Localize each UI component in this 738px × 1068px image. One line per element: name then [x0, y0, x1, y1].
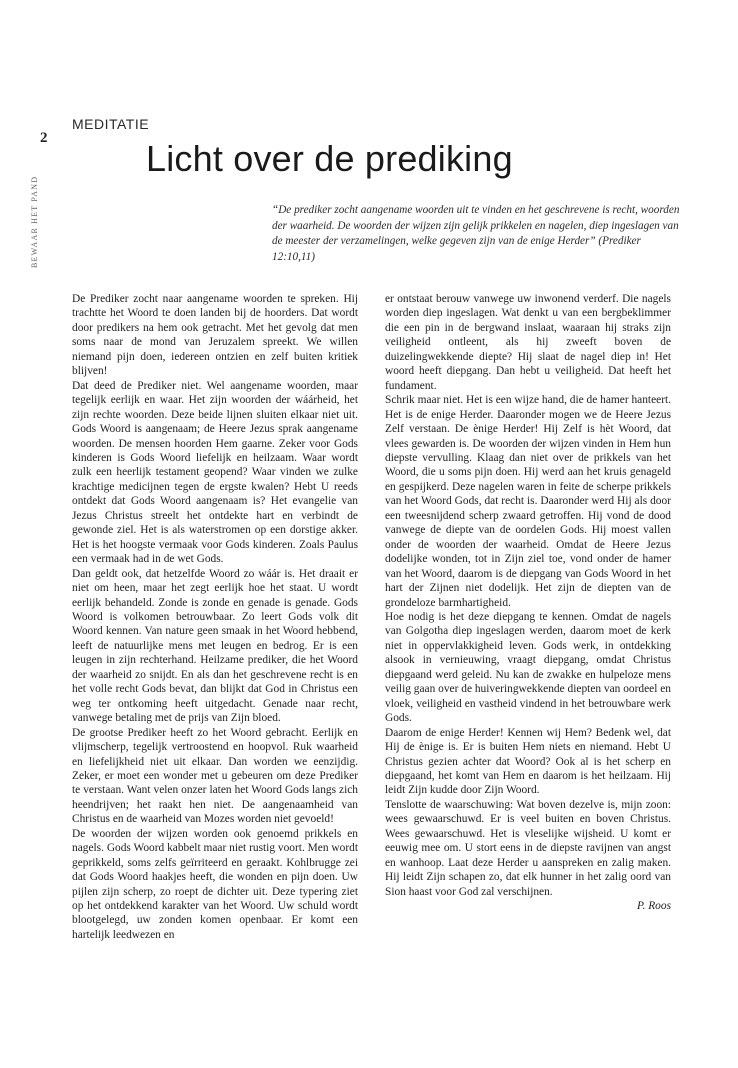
scripture-quote: “De prediker zocht aangename woorden uit te vinden en het geschrevene is recht, woorden der waarheid. De woorden der wijzen zijn gelijk prikkelen en nagelen, diep ingeslagen van de meester der verzamelingen, welke gegeven zijn van de enige Herder” (Prediker 12:10,11) [272, 204, 680, 263]
left-column [72, 292, 358, 942]
paragraph: Schrik maar niet. Het is een wijze hand, die de hamer hanteert. Het is de enige Herder. Daaronder mogen we de Heere Jezus Zelf verstaan. De ènige Herder! Hij Zelf is hèt Woord, dat vlees gewarden is. De woorden der wijzen vinden in Hem hun diepste vervulling. Klaag dan niet over de prikkels van het Woord, die u soms pijn doen. Hij werd aan het kruis genageld en gespijkerd. Deze nagelen waren in feite de scherpe prikkels van het Woord Gods, dat recht is. Daaronder werd Hij als door een tweesnijdend scherp zwaard getroffen. Hij vond de dood vanwege de diepte van de oordelen Gods. Hij moest vallen onder de woorden der waarheid. Omdat de Heere Jezus dodelijke wonden, tot in Zijn ziel toe, vond onder de hamer van het Woord, daarom is de diepgang van Gods Woord in het hart der Zijnen niet dodelijk. Het zijn de diepten van de grondeloze barmhartigheid. [385, 394, 671, 609]
article-title: Licht over de prediking [146, 138, 513, 179]
paragraph: Hoe nodig is het deze diepgang te kennen. Omdat de nagels van Golgotha diep ingeslagen werden, daarom moet de kerk niet in oppervlakkigheid leven. Gods werk, in ontdekking alsook in vernieuwing, vraagt diepgang, omdat Christus diepgaand werd geleid. Nu kan de zwakke en hulpeloze mens veilig gaan over de huiveringwekkende diepten van oordeel en vloek, veiligheid en vastheid vindend in het betrouwbare werk Gods. [385, 610, 671, 725]
paragraph: De grootse Prediker heeft zo het Woord gebracht. Eerlijk en vlijmscherp, tegelijk vertroostend en hoopvol. Ruk waarheid en liefelijkheid niet uit elkaar. Dan worden we eenzijdig. Zeker, er moet een wonder met u gebeuren om deze Prediker te verstaan. Want velen onzer laten het Woord Gods langs zich heendrijven; het raakt hen niet. De aangenaamheid van Christus en de waarheid van Mozes worden niet gevoeld! [72, 726, 358, 826]
paragraph: Tenslotte de waarschuwing: Wat boven dezelve is, mijn zoon: wees gewaarschuwd. Er is veel buiten en boven Christus. Wees gewaarschuwd. Het is vleselijke wijsheid. U komt er eeuwig mee om. U stort eens in de diepste ravijnen van angst en wanhoop. Laat deze Herder u aanspreken en zalig maken. Hij leidt Zijn schapen zo, dat elk hunner in het zalig oord van Sion haast voor God zal verschijnen. [385, 798, 671, 898]
right-column [385, 292, 671, 913]
paragraph: Daarom de enige Herder! Kennen wij Hem? Bedenk wel, dat Hij de ènige is. Er is buiten Hem niets en niemand. Hebt U Christus gezien achter dat Woord? Ook al is het scherp en diepgaand, het komt van Hem en daarom is het heilzaam. Hij leidt Zijn kudde door Zijn Woord. [385, 726, 671, 797]
paragraph: Dan geldt ook, dat hetzelfde Woord zo wáár is. Het draait er niet om heen, maar het zegt eerlijk hoe het staat. U wordt eerlijk behandeld. Zonde is zonde en genade is genade. Gods Woord is volkomen betrouwbaar. Zo leert Gods volk dit Woord kennen. Van nature geen smaak in het Woord hebbend, leeft de natuurlijke mens met leugen en bedrog. Er is een leugen in zijn rechterhand. Heilzame prediker, die het Woord der waarheid zo snijdt. En als dan het geschrevene recht is en het volle recht Gods bevat, dan blijkt dat God in Christus een weg ter ontkoming heeft uitgedacht. Genade naar recht, vanwege betaling met de prijs van Zijn bloed. [72, 567, 358, 725]
running-title: BEWAAR HET PAND [30, 175, 39, 268]
paragraph: Dat deed de Prediker niet. Wel aangename woorden, maar tegelijk eerlijk en waar. Het zijn woorden der wáárheid, het zijn rechte woorden. Deze beide lijnen sluiten elkaar niet uit. Gods Woord is aangenaam; de Heere Jezus sprak aangename woorden. De mensen hoorden Hem gaarne. Zeker voor Gods kinderen is Gods Woord liefelijk en heilzaam. Waar wordt zulk een heerlijk testament geopend? Waar vinden we zulke krachtige medicijnen tegen de ergste kwalen? Hebt U reeds ontdekt dat Gods Woord aangenaam is? Het evangelie van Jezus Christus streelt het ontdekte hart en verbindt de gewonde ziel. Het is als waterstromen op een dorstige akker. Het is het hoogste vermaak voor Gods kinderen. Zoals Paulus een vermaak had in de wet Gods. [72, 379, 358, 566]
author-signature: P. Roos [637, 900, 671, 913]
paragraph: De Prediker zocht naar aangename woorden te spreken. Hij trachtte het Woord te doen landen bij de hoorders. Dat wordt door predikers na hem ook getracht. Met het gevolg dat men soms naar de mond van Jeruzalem spreekt. We willen niemand pijn doen, iedereen ontzien en zelf buiten kritiek blijven! [72, 293, 358, 378]
page-number: 2 [40, 130, 48, 146]
paragraph: er ontstaat berouw vanwege uw inwonend verderf. Die nagels worden diep ingeslagen. Wat denkt u van een bergbeklimmer die een pin in de bergwand inslaat, waaraan hij straks zijn veiligheid ontleent, als hij zweeft boven de duizelingwekkende diepte? Hij slaat de nagel diep in! Het woord heeft diepgang. Dan hebt u veiligheid. Dat heeft het fundament. [385, 293, 671, 392]
paragraph: De woorden der wijzen worden ook genoemd prikkels en nagels. Gods Woord kabbelt maar niet rustig voort. Men wordt geprikkeld, soms zelfs geïrriteerd en geraakt. Kohlbrugge zei dat Gods Woord haakjes heeft, die wonden en pijn doen. Uw pijlen zijn scherp, zo roept de dichter uit. Deze typering ziet op het ontdekkend karakter van het Woord. Uw schuld wordt blootgelegd, uw zonden komen openbaar. Er komt een hartelijk leedwezen en [72, 827, 358, 941]
section-label: MEDITATIE [72, 116, 150, 132]
